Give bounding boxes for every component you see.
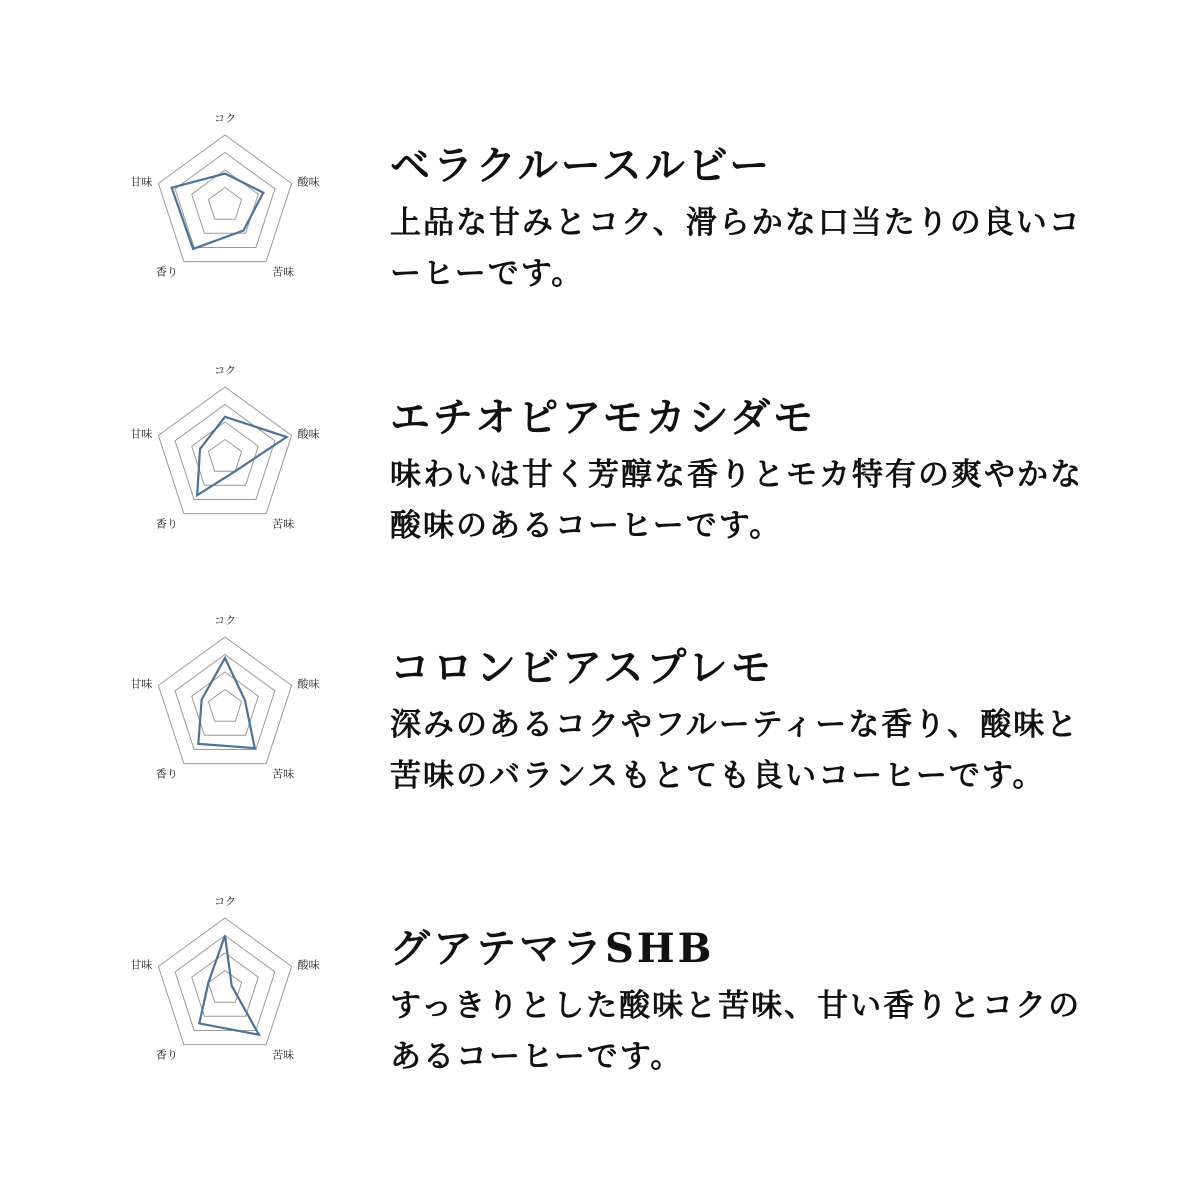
coffee-description: 上品な甘みとコク、滑らかな口当たりの良いコーヒーです。 — [390, 205, 1082, 292]
radar-axis-label: 甘味 — [130, 677, 153, 691]
coffee-description: 味わいは甘く芳醇な香りとモカ特有の爽やかな酸味のあるコーヒーです。 — [390, 457, 1083, 544]
radar-axis-label: 甘味 — [130, 427, 153, 441]
radar-axis-label: コク — [214, 112, 236, 125]
coffee-text-4 — [390, 923, 1110, 1083]
coffee-name: ベラクルースルビー — [390, 142, 773, 189]
radar-grid-level — [208, 440, 241, 472]
radar-series — [199, 936, 259, 1035]
coffee-text-3 — [390, 642, 1110, 802]
coffee-name: グアテマラSHB — [390, 925, 715, 972]
radar-grid-level — [208, 690, 241, 722]
radar-axis-label: コク — [214, 895, 236, 908]
radar-axis-label: 酸味 — [297, 175, 320, 189]
coffee-text-1 — [390, 140, 1110, 300]
radar-axis-label: 香り — [155, 265, 178, 279]
radar-axis-label: 苦味 — [272, 767, 295, 781]
radar-grid-level — [208, 188, 241, 220]
radar-axis-label: コク — [214, 614, 236, 627]
radar-axis-label: 酸味 — [297, 958, 320, 972]
coffee-description: 深みのあるコクやフルーティーな香り、酸味と苦味のバランスもとても良いコーヒーです。 — [390, 707, 1080, 794]
radar-axis-label: 甘味 — [130, 958, 153, 972]
coffee-name: コロンビアスプレモ — [390, 644, 774, 691]
radar-series — [197, 417, 286, 495]
radar-grid-level — [192, 422, 259, 485]
radar-axis-label: 香り — [155, 1048, 178, 1062]
radar-axis-label: 酸味 — [297, 427, 320, 441]
radar-axis-label: 苦味 — [272, 265, 295, 279]
radar-chart-2 — [110, 362, 340, 562]
radar-series — [172, 174, 264, 249]
radar-axis-label: 苦味 — [272, 517, 295, 531]
radar-chart-1 — [110, 110, 340, 310]
radar-chart-4 — [110, 893, 340, 1093]
radar-axis-label: コク — [214, 364, 236, 377]
radar-axis-label: 香り — [155, 517, 178, 531]
radar-chart-3 — [110, 612, 340, 812]
radar-axis-label: 香り — [155, 767, 178, 781]
radar-axis-label: 酸味 — [297, 677, 320, 691]
radar-axis-label: 苦味 — [272, 1048, 295, 1062]
radar-grid-level — [208, 971, 241, 1003]
radar-grid-level — [192, 953, 259, 1016]
radar-axis-label: 甘味 — [130, 175, 153, 189]
coffee-name: エチオピアモカシダモ — [390, 394, 816, 441]
coffee-description: すっきりとした酸味と苦味、甘い香りとコクのあるコーヒーです。 — [390, 988, 1082, 1075]
coffee-text-2 — [390, 392, 1110, 552]
